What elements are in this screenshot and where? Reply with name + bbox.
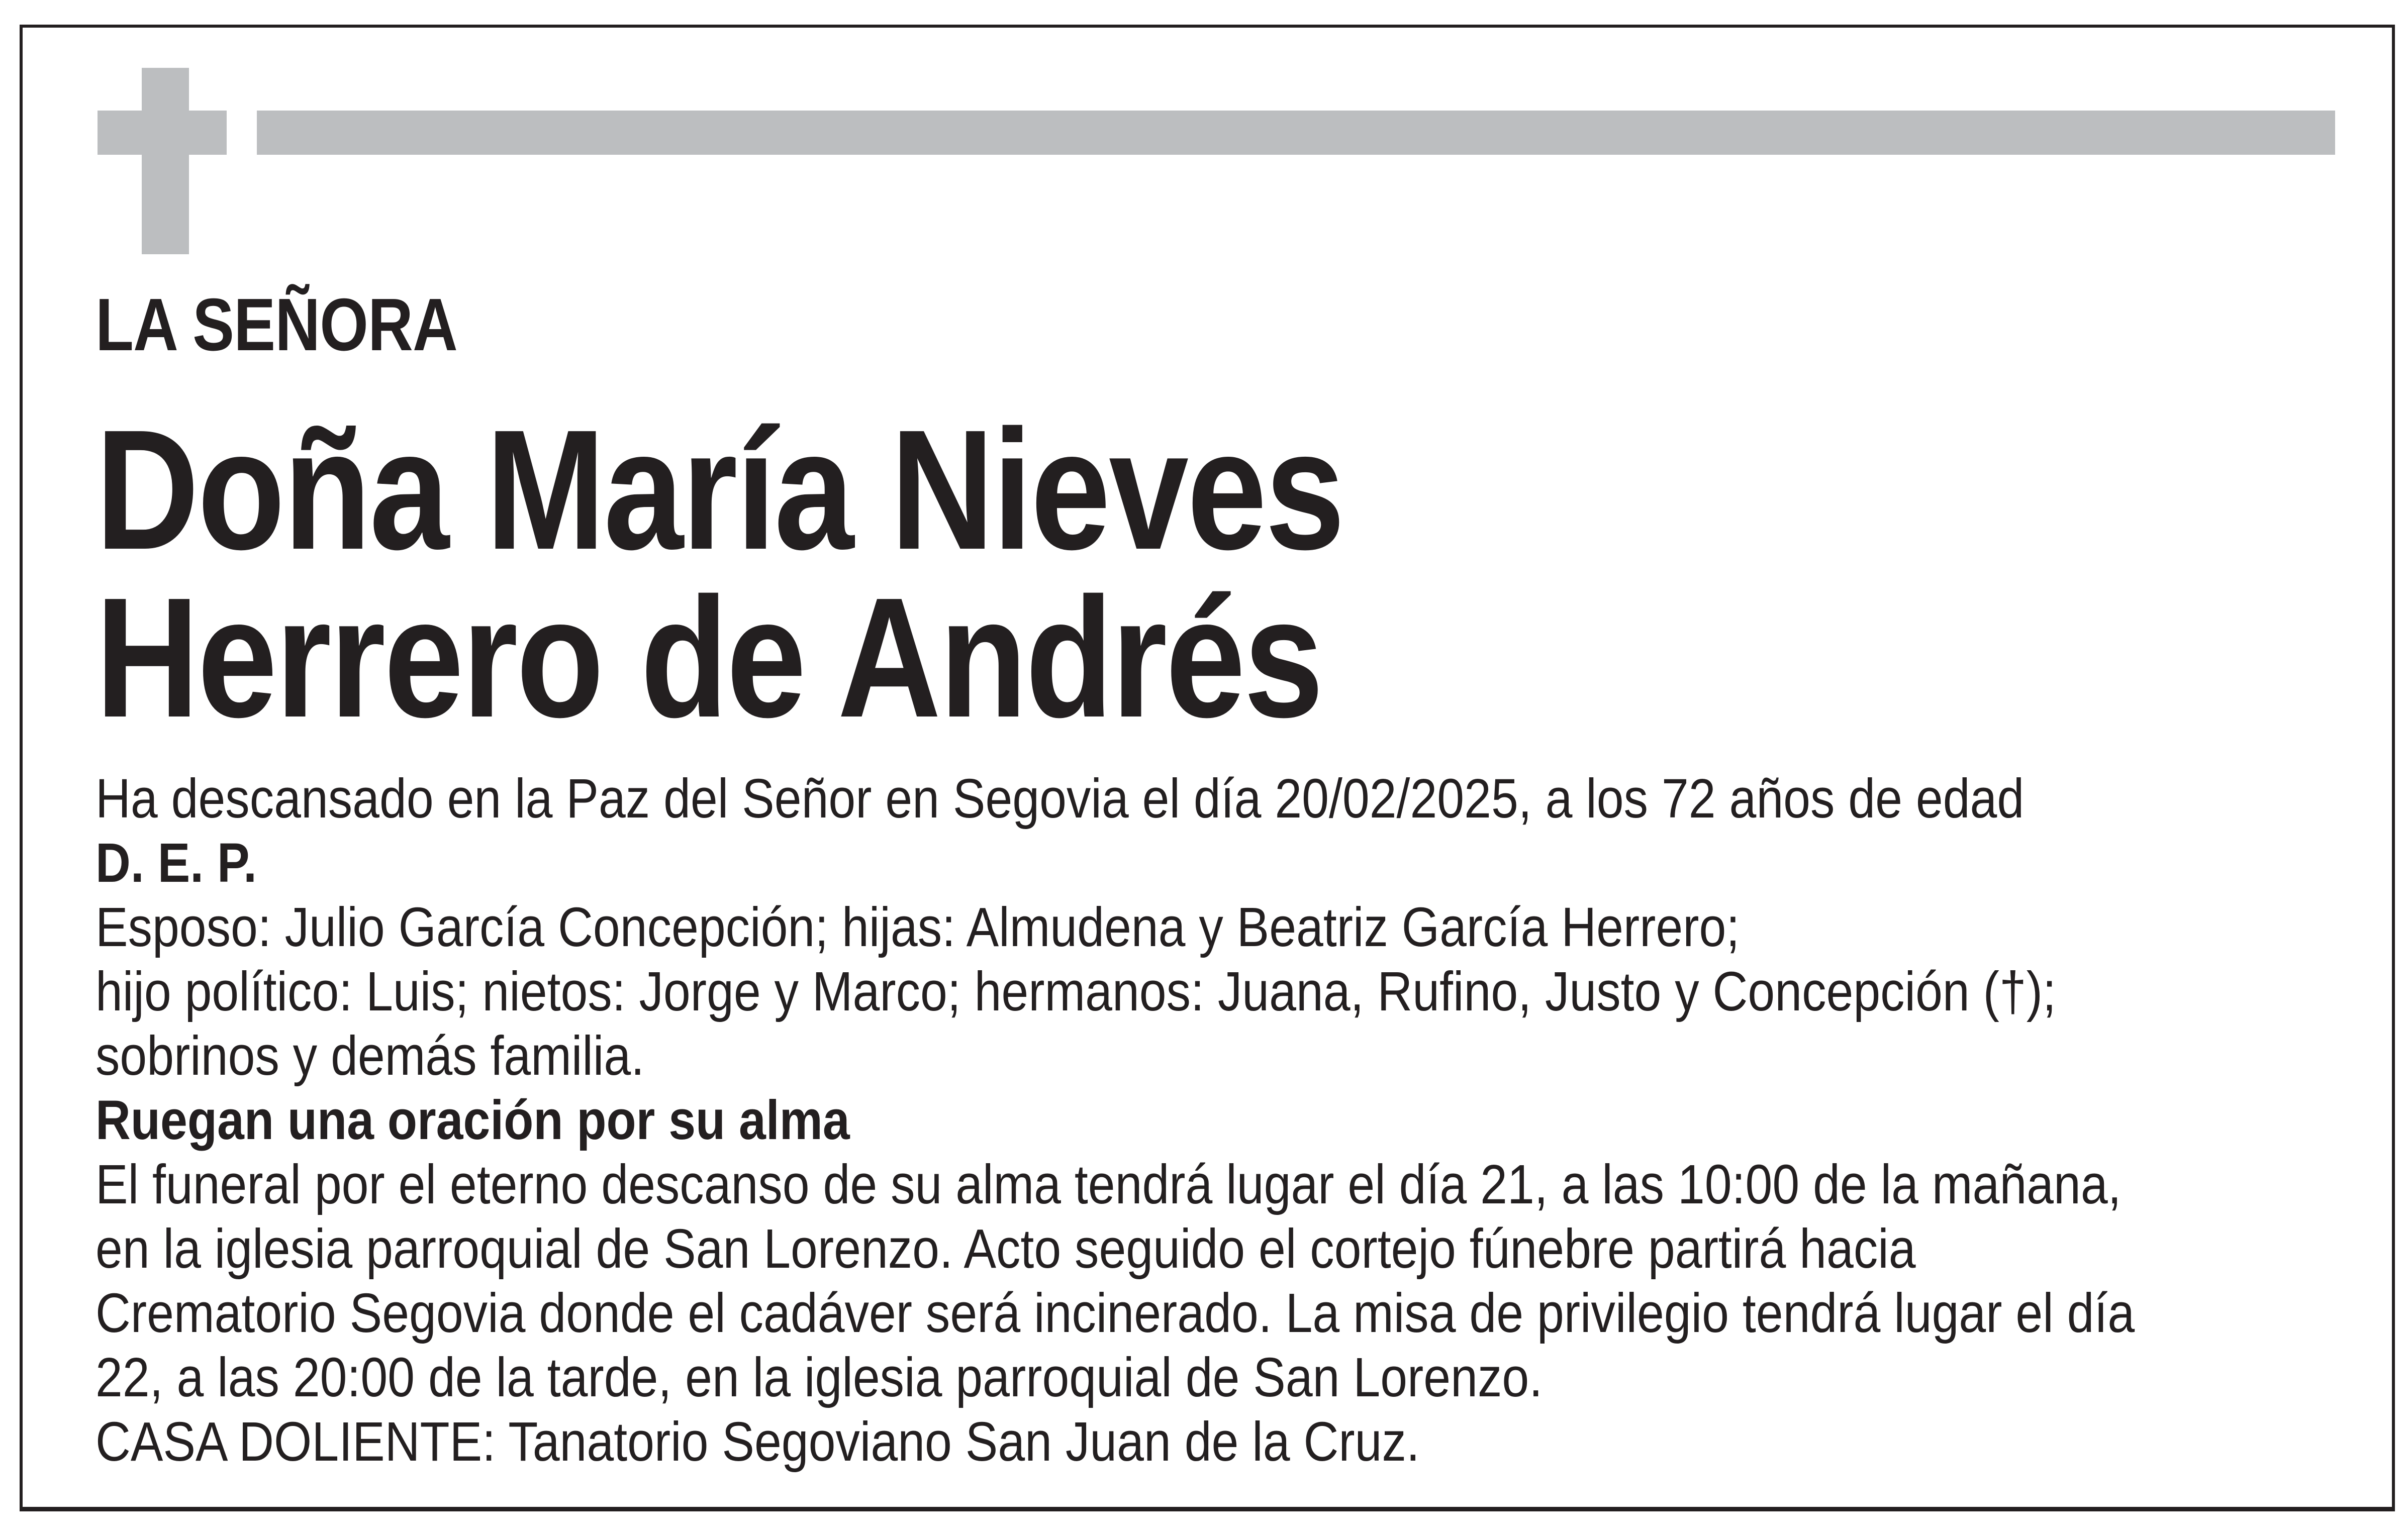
cross-icon-vertical-bar [142, 68, 189, 254]
funeral-line-4: 22, a las 20:00 de la tarde, en la iglesia parroquial de San Lorenzo. [95, 1347, 1543, 1408]
family-line-2: hijo político: Luis; nietos: Jorge y Marco; hermanos: Juana, Rufino, Justo y Concepción (†); [95, 961, 2056, 1022]
mourning-house-line: CASA DOLIENTE: Tanatorio Segoviano San Juan de la Cruz. [95, 1411, 1420, 1473]
funeral-line-1: El funeral por el eterno descanso de su alma tendrá lugar el día 21, a las 10:00 de la mañana, [95, 1154, 2122, 1215]
dep-line: D. E. P. [95, 832, 257, 894]
family-line-3: sobrinos y demás familia. [95, 1025, 645, 1087]
cross-icon-horizontal-bar [98, 111, 227, 155]
funeral-line-2: en la iglesia parroquial de San Lorenzo. Acto seguido el cortejo fúnebre partirá hacia [95, 1218, 1916, 1280]
prayer-line: Ruegan una oración por su alma [95, 1089, 850, 1151]
death-date-line: Ha descansado en la Paz del Señor en Segovia el día 20/02/2025, a los 72 años de edad [95, 768, 2025, 830]
notice-body [95, 767, 2135, 1474]
deceased-name [95, 394, 1343, 753]
deceased-name-line-2: Herrero de Andrés [95, 562, 1322, 753]
header-divider-bar [257, 111, 2335, 155]
deceased-name-line-1: Doña María Nieves [95, 394, 1343, 585]
honorific-heading: LA SEÑORA [95, 283, 457, 366]
family-line-1: Esposo: Julio García Concepción; hijas: Almudena y Beatriz García Herrero; [95, 896, 1740, 958]
funeral-line-3: Crematorio Segovia donde el cadáver será incinerado. La misa de privilegio tendrá lugar el día [95, 1282, 2135, 1344]
